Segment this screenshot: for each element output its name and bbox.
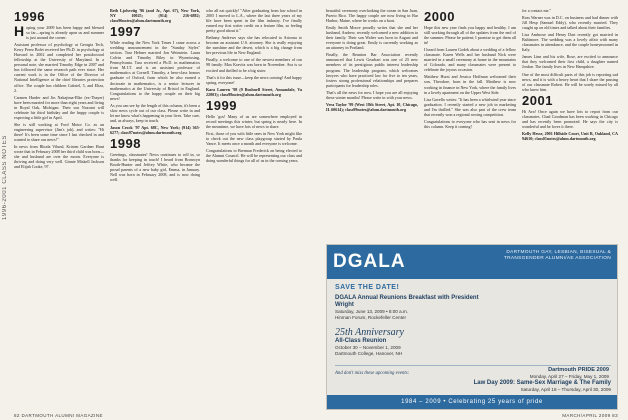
paragraph: Bethany Andrews says she has relocated to Arizona to become an assistant U.S. attorney. She is really enjoying the sunshine and the desert, which is a big change from her previous life in New England. — [206, 35, 302, 56]
year-heading-1996: 1996 — [14, 9, 45, 24]
paragraph: One of the most difficult parts of this job is reporting sad news, and it is with a heavy heart that I share the passing of our classmate Robert. He will be sorely missed by all who knew him. — [522, 71, 618, 92]
ad-header — [327, 245, 617, 279]
paragraph: In news from Rhoda Vilund, Kristen Gardner Hunt wrote that in February 2008 her third child was born—she and husband are over the moon. Everyone is thriving and doing very well. Ginnie Miskell Jackson and Elijah Cooke, 97. — [14, 144, 104, 170]
column-1 — [14, 8, 104, 406]
paragraph: Emily Smith Moore proudly writes that she and her husband, Andrew, recently welcomed a new addition to their family. Their son Walter was born in August and everyone is doing great. Emily is currently working as an attorney in Portland. — [326, 25, 418, 51]
paragraph: While reading the New York Times I came across a wedding announcement in the "Sunday Styles" section. Tara Hebner married Jon Weinstein. Laura Colvin and Timothy Riley in Wyomissing, Pennsylvania. Tara received a Ph.D. in mathematics from M.I.T. and is an assistant professor of mathematics at Cornell. Timothy, a hero-class honors graduate of Oxford, from which he also earned a doctorate in mathematics, is a senior lecturer in mathematics at the University of Bristol in England. Congratulations to the happy couple on their big news! — [110, 40, 200, 101]
paragraph: I heard from Lauren Godek about a wedding of a fellow classmate. Karen Wells and her husband Nick were married in a small ceremony at home in the mountains of Colorado, and many classmates were present to celebrate the joyous occasion. — [424, 47, 516, 73]
paragraph: First, those of you with little ones in New York might like to check out the new class playgroup started by Paula Vance. It meets once a month and everyone is welcome. — [206, 130, 302, 146]
event-title: All-Class Reunion — [335, 338, 387, 344]
paragraph: That's it for this issue—keep the news coming! And happy spring, everyone! — [206, 74, 302, 85]
paragraph: Carmen Harder and Jin Nakajima-Elke (ex-Thayer) have been married for more than eight years and living in Royal Oak, Michigan. Their son Nozomi will celebrate his third birthday and the happy couple is expecting a little girl in April. — [14, 94, 104, 120]
save-the-date-heading: SAVE THE DATE! — [335, 284, 400, 291]
ad-divider — [335, 365, 611, 366]
year-heading-1998: 1998 — [110, 135, 141, 151]
event-date: Saturday, June 13, 2009 • 8:00 a.m. — [335, 309, 409, 314]
column-4 — [326, 8, 418, 240]
anniversary-banner: 1984 – 2009 • Celebrating 25 years of pride — [327, 395, 617, 409]
event-breakfast — [335, 295, 495, 320]
paragraph: Matthew Hurst and Jessica Hoffman welcomed their son, Theodore, born in the fall. Matthew is now working in finance in New York, where the family lives in a lovely apartment on the Upper West Side. — [424, 74, 516, 95]
paragraph: Congratulations to everyone who has sent in news for this column. Keep it coming! — [424, 118, 516, 129]
drop-cap: H — [14, 23, 25, 39]
paragraph: James Linn and his wife, Rose, are excited to announce that they welcomed their first child, a daughter named Jordan. The family lives in New Hampshire. — [522, 54, 618, 70]
ad-tagline: DARTMOUTH GAY, LESBIAN, BISEXUAL & TRANSGENDER ALUMNI/AE ASSOCIATION — [503, 250, 611, 261]
event-reunion — [335, 327, 495, 356]
paragraph: Lisa Ambrose and Henry Dart recently got married in Baltimore. The wedding was a lovely affair with many classmates in attendance, and the couple honeymooned in Italy. — [522, 32, 618, 53]
paragraph: That's all the news for now. I hope you are all enjoying these winter months! Please write in with your news. — [326, 89, 418, 100]
dgala-logo: DGALA — [333, 251, 406, 272]
contact-line: Vera Taylor '99 (West 18th Street, Apt. 10, Chicago, IL 60614); class99notes@alum.dartmouth.org — [326, 101, 418, 112]
paragraph: beautiful ceremony overlooking the ocean in San Juan, Puerto Rico. The happy couple are now living in Bar Harbor, Maine, where he works on a boat. — [326, 8, 418, 24]
paragraph: Finally, the Reunion Bar Association recently announced that Lewis Gearhart was one of 25 new members of its prestigious public interest leadership program. The leadership program, which welcomes lawyers who have practiced law for five to ten years, fosters strong professional relationships and prepares participants for leadership roles. — [326, 52, 418, 88]
contact-line: Kara Lauren '98 (9 Bushnell Street, Annandale, Va 22003); class98notes@alum.dartmouth.org — [206, 86, 302, 97]
event-title: Law Day 2009: Same-Sex Marriage & The Family — [473, 380, 611, 386]
event-title: Dartmouth PRIDE 2009 — [548, 367, 609, 373]
paragraph: Assistant professor of psychology at Georgia Tech, Kerry Perez Bolet received her Ph.D. in psychology at Harvard in 2002 and completed her postdoctoral fellowship at the University of Maryland. In a personal note, she married Timothy Edge in 2007 and has followed the same research path ever since. Her current work is in the Office of the Director of National Intelligence at the chief libraries protection office. The couple has children Gabriel, 5, and Eliza, 2. — [14, 42, 104, 93]
event-date: October 30 – November 1, 2009 — [335, 345, 401, 350]
paragraph: Hope this new year finds you happy and healthy. I am still working through all of the updates from the end of the summer. Please be patient; I promise to get them all in! — [424, 25, 516, 46]
contact-line: Kelly Hesse, 2001 Hillside Court, Unit B, Oakland, CA 94610; class01notes@alum.dartmouth.org — [522, 130, 618, 141]
paragraph: As you can see by the length of this column, it's been a slow news cycle out of our class. Please write in and let me know what's happening in your lives. Take care, and, as always, keep in touch. — [110, 102, 200, 123]
paragraph: for a contact me." — [522, 8, 552, 13]
event-pride — [513, 367, 609, 380]
column-6 — [522, 8, 618, 240]
paragraph: Finally, a welcome to one of the newest members of our 98 family: Max Kravitz was born in November. Ava is so excited and thrilled to be a big sister. — [206, 57, 302, 73]
event-law-day — [335, 380, 611, 393]
column-2 — [110, 8, 200, 406]
paragraph: She is still working at Ford Motor Co. as an engineering supervisor (Jim's job), and writes: "Hi there! It's been some time since I last checked in and wanted to share our news!" — [14, 121, 104, 142]
event-location: Hinman Forum, Rockefeller Center — [335, 314, 406, 320]
paragraph — [14, 25, 104, 40]
page-footer-left: 82 DARTMOUTH ALUMNI MAGAZINE — [14, 413, 103, 418]
paragraph-text: oping your 2009 has been happy and blessed so far—spring is already upon us and summer is just around the corner. — [26, 25, 104, 41]
year-heading-2000: 2000 — [424, 9, 455, 24]
column-3 — [206, 8, 302, 406]
paragraph: who all eat quickly! "After graduating from law school in 2005 I moved to L.A., where the last three years of my life have been spent in the film industry. I've finally earned my first writer credit on a feature film, so feeling pretty good about it." — [206, 8, 302, 34]
dgala-advertisement — [326, 244, 618, 410]
page-footer-right: MARCH/APRIL 2009 83 — [562, 413, 618, 418]
column-5 — [424, 8, 516, 240]
paragraph: Greetings, classmates! News continues to roll in, so thanks for keeping in touch! I heard from Bronwyn Booth-Hunter and Jeffrey White, who became the proud parents of a new baby girl, Emma, in January. Nell was born in February 2008, and is now doing well. — [110, 151, 200, 183]
year-heading-1997: 1997 — [110, 24, 141, 40]
paragraph: Hi Ava! Once again we have lots to report from our classmates. Chad Goodman has been working in Chicago and has recently been promoted. He says the city is wonderful and he loves it there. — [522, 108, 618, 129]
year-heading-1999: 1999 — [206, 97, 237, 113]
anniversary-label: 25th Anniversary — [335, 327, 404, 338]
event-location: Dartmouth College, Hanover, NH — [335, 350, 403, 356]
upcoming-events-label: And don't miss these upcoming events: — [335, 371, 410, 376]
section-side-label: 1996-2001 CLASS NOTES — [2, 135, 8, 220]
contact-line: Beth Ljolsveiig '96 (and Jr., Apt. 67), New York, NY 10025; (914) 216-6882; class96notes@alum.dartmouth.org — [110, 8, 200, 24]
event-title: DGALA Annual Reunions Breakfast with President Wright — [335, 295, 479, 308]
paragraph: Congratulations to Brennan Frederick on being elected to the Alumni Council. He will be representing our class and doing wonderful things for all of us in the coming years. — [206, 148, 302, 164]
paragraph: Ross Warner was in D.C. on business and had dinner with Jill Hesp (Samuel Eddy), who recently married. They caught up on old times and talked about their families. — [522, 15, 618, 31]
paragraph: Lisa Gavello writes: "It has been a whirlwind year since graduation. I recently started a new job in marketing and I'm thrilled." She was also part of the crew team that recently won a regional rowing competition. — [424, 96, 516, 117]
event-date: Monday, April 27 – Friday, May 1, 2009 — [529, 374, 609, 379]
event-date: Saturday, April 18 – Thursday, April 30, 2009 — [520, 387, 611, 392]
year-heading-2001: 2001 — [522, 92, 553, 108]
paragraph: Hello 'gos! Many of us are somewhere employed in record meetings this winter, but spring is nearly here. In the meantime, we have lots of news to share. — [206, 113, 302, 129]
contact-line: Jason Crock '97 Apt. 68C, New York; (914) 365-6277; class97notes@alum.dartmouth.org — [110, 124, 200, 135]
